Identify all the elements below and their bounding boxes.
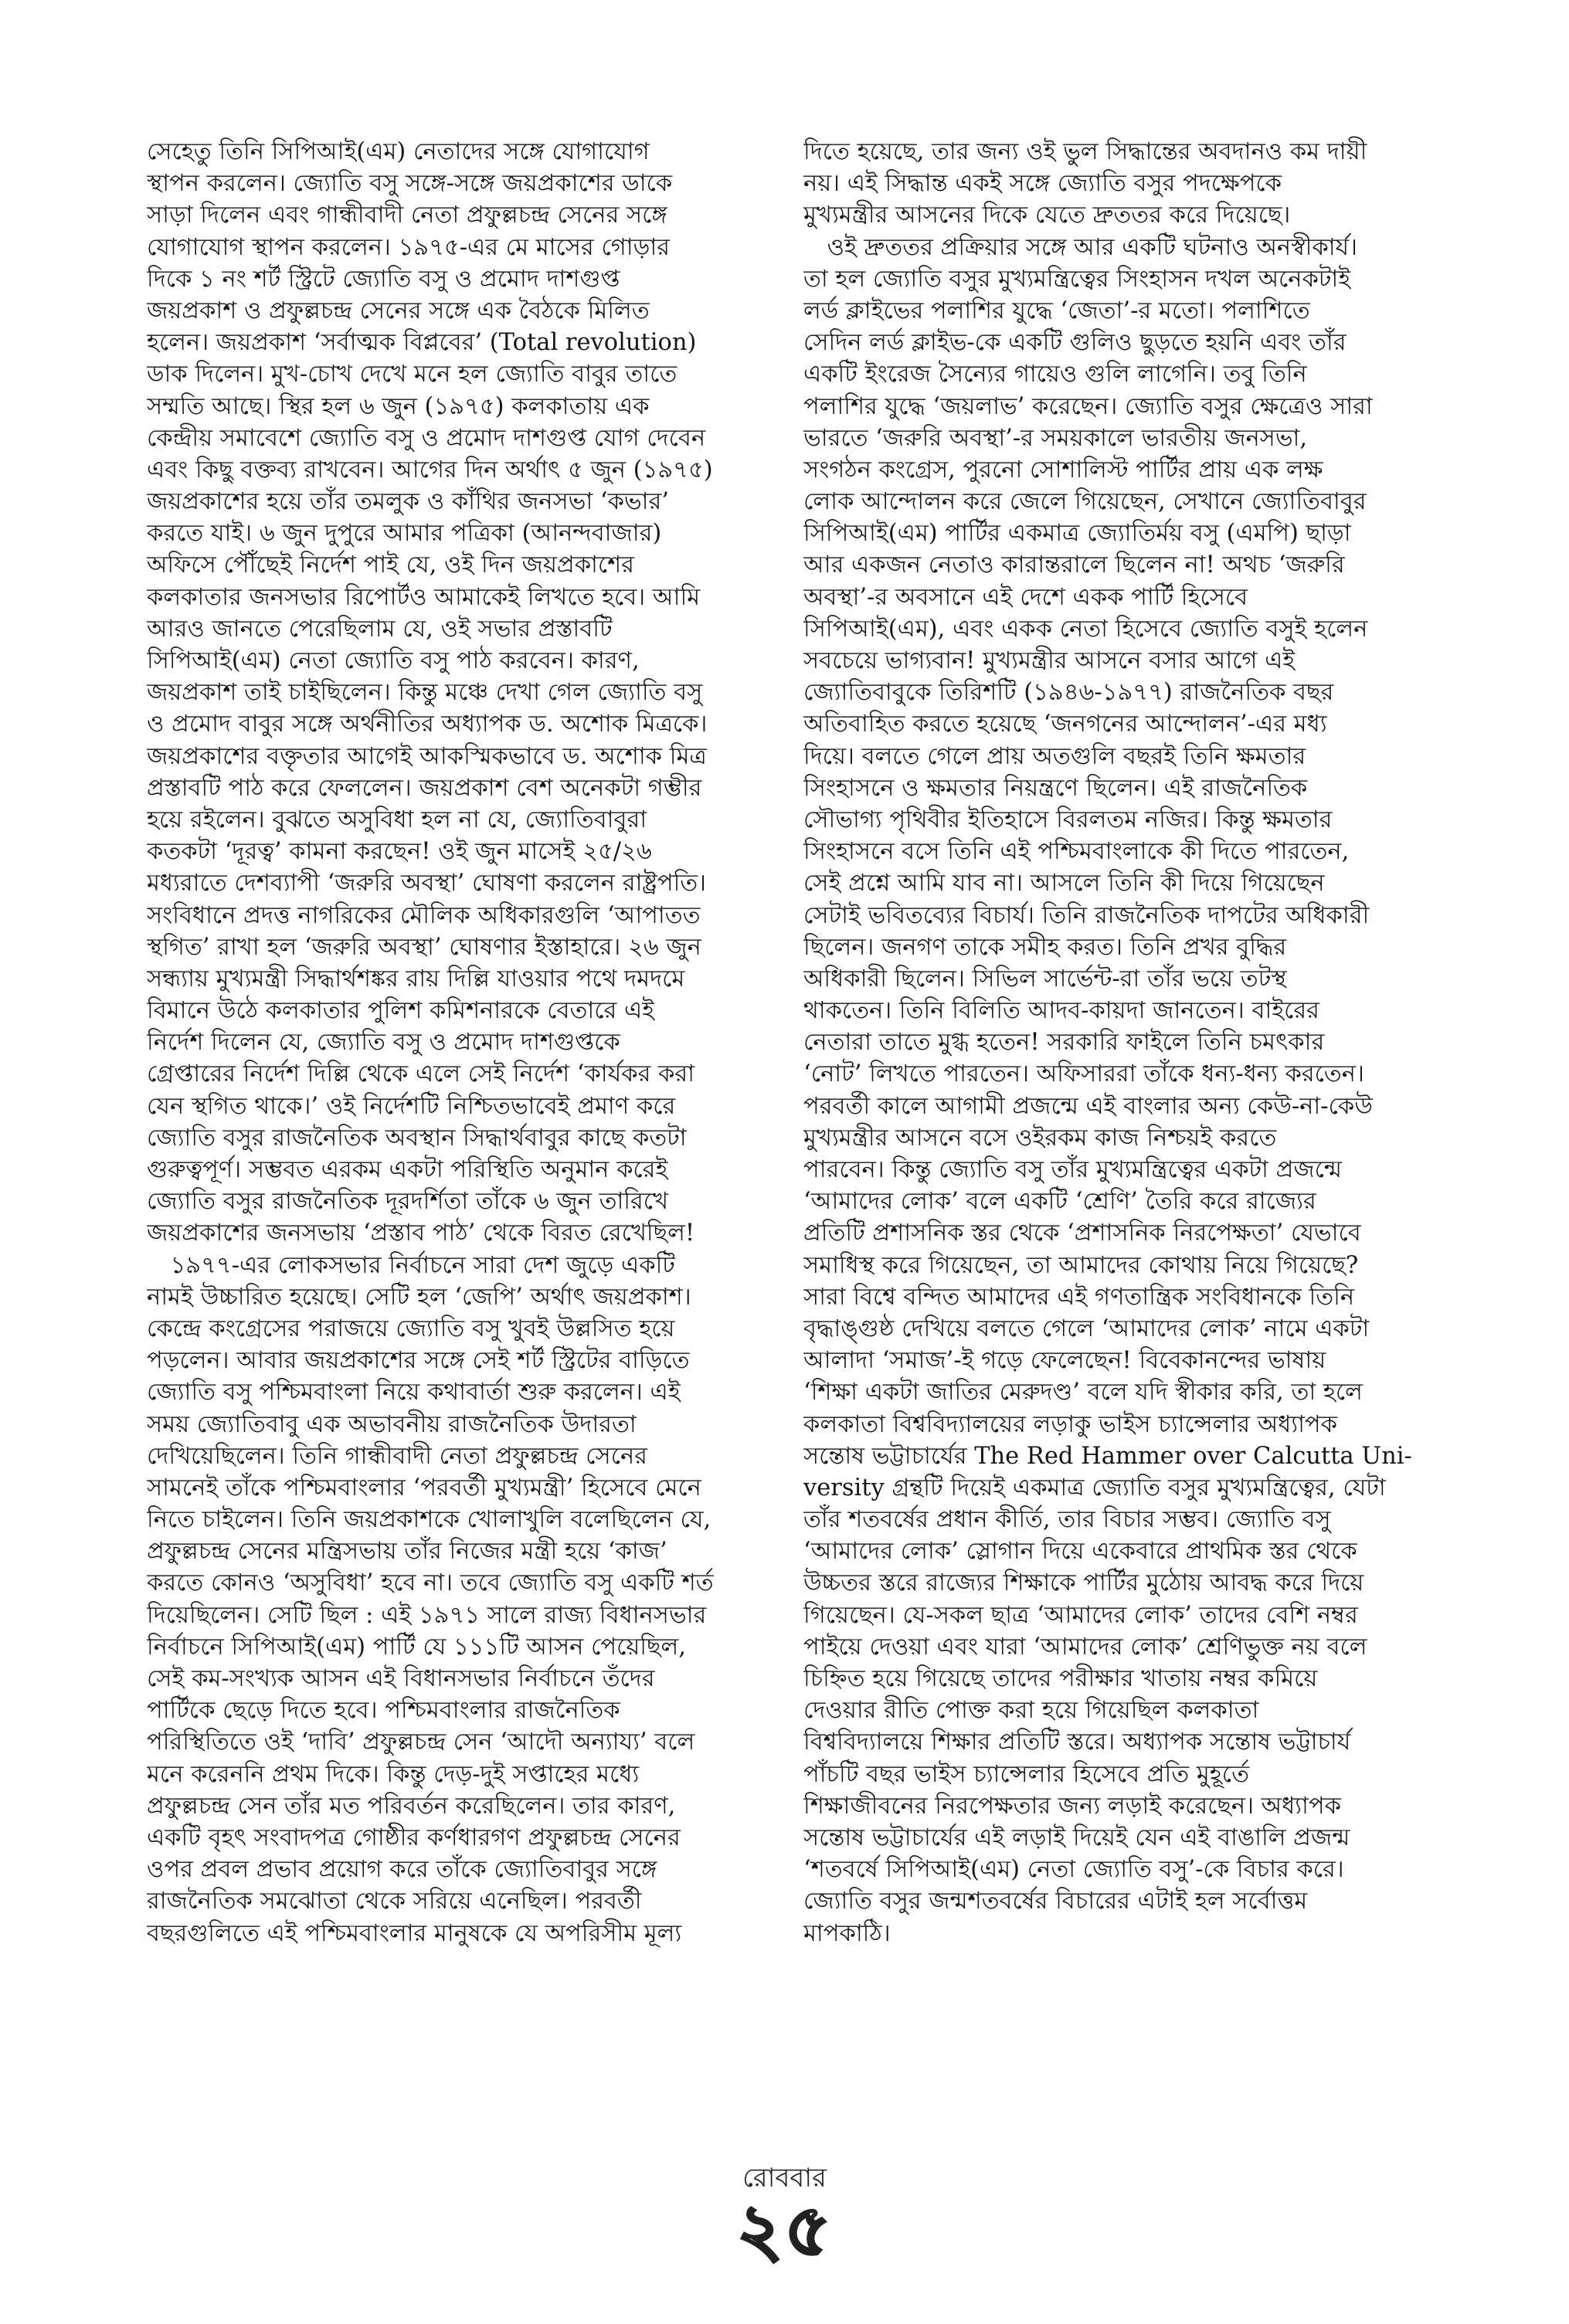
text-line: মধ্যরাতে দেশব্যাপী ‘জরুরি অবস্থা’ ঘোষণা করলেন রাষ্ট্রপতি।: [147, 870, 707, 897]
text-line: পড়লেন। আবার জয়প্রকাশের সঙ্গে সেই শর্ট স্ট্রিটের বাড়িতে: [147, 1347, 690, 1375]
text-line: কতকটা ‘দূরত্ব’ কামনা করছেন! ওই জুন মাসেই ২৫/২৬: [147, 838, 652, 866]
text-line: অফিসে পৌঁছেই নির্দেশ পাই যে, ওই দিন জয়প্রকাশের: [147, 551, 634, 579]
text-line: ওপর প্রবল প্রভাব প্রয়োগ করে তাঁকে জ্যোতিবাবুর সঙ্গে: [147, 1856, 657, 1884]
text-line: দিতে হয়েছে, তার জন্য ওই ভুল সিদ্ধান্তের অবদানও কম দায়ী: [803, 138, 1367, 165]
text-line: ছিলেন। জনগণ তাকে সমীহ করত। তিনি প্রখর বুদ্ধির: [803, 933, 1287, 961]
text-line: versity গ্রন্থটি দিয়েই একমাত্র জ্যোতি বসুর মুখ্যমন্ত্রিত্বের, যেটা: [803, 1474, 1386, 1501]
text-line: সংবিধানে প্রদত্ত নাগরিকের মৌলিক অধিকারগুলি ‘আপাতত: [147, 901, 701, 929]
text-line: দিকে ১ নং শর্ট স্ট্রিটে জ্যোতি বসু ও প্রমোদ দাশগুপ্ত: [147, 265, 620, 293]
text-line: বছরগুলিতে এই পশ্চিমবাংলার মানুষকে যে অপরিসীম মূল্য: [147, 1919, 682, 1947]
text-line: আরও জানতে পেরেছিলাম যে, ওই সভার প্রস্তাবটি: [147, 615, 613, 643]
text-line: গ্রেপ্তারের নির্দেশ দিল্লি থেকে এলে সেই নির্দেশ ‘কার্যকর করা: [147, 1060, 695, 1088]
text-line: জয়প্রকাশের জনসভায় ‘প্রস্তাব পাঠ’ থেকে বিরত রেখেছিল!: [147, 1220, 695, 1247]
text-line: সামনেই তাঁকে পশ্চিমবাংলার ‘পরবর্তী মুখ্যমন্ত্রী’ হিসেবে মেনে: [147, 1474, 701, 1501]
text-line: সন্তোষ ভট্টাচার্যের এই লড়াই দিয়েই যেন এই বাঙালি প্রজন্ম: [803, 1824, 1350, 1851]
text-line: করতে যাই। ৬ জুন দুপুরে আমার পত্রিকা (আনন্দবাজার): [147, 520, 662, 548]
text-line: সংগঠন কংগ্রেস, পুরনো সোশালিস্ট পার্টির প্রায় এক লক্ষ: [803, 456, 1323, 483]
text-line: ‘শতবর্ষে সিপিআই(এম) নেতা জ্যোতি বসু’-কে বিচার করে।: [803, 1856, 1344, 1884]
text-line: প্রস্তাবটি পাঠ করে ফেললেন। জয়প্রকাশ বেশ অনেকটা গম্ভীর: [147, 774, 702, 802]
text-line: হয়ে রইলেন। বুঝতে অসুবিধা হল না যে, জ্যোতিবাবুরা: [147, 806, 647, 833]
text-line: ‘নোট’ লিখতে পারতেন। অফিসাররা তাঁকে ধন্য-ধন্য করতেন।: [803, 1060, 1364, 1088]
text-line: এবং কিছু বক্তব্য রাখবেন। আগের দিন অর্থাৎ ৫ জুন (১৯৭৫): [147, 456, 713, 483]
text-line: সময় জ্যোতিবাবু এক অভাবনীয় রাজনৈতিক উদারতা: [147, 1410, 637, 1438]
text-line: তাঁর শতবর্ষের প্রধান কীর্তি, তার বিচার সম্ভব। জ্যোতি বসু: [803, 1506, 1331, 1534]
text-line: নয়। এই সিদ্ধান্ত একই সঙ্গে জ্যোতি বসুর পদক্ষেপকে: [803, 170, 1282, 198]
text-line: পরবর্তী কালে আগামী প্রজন্মে এই বাংলার অন্য কেউ-না-কেউ: [803, 1092, 1373, 1120]
text-line: সমাধিস্থ করে গিয়েছেন, তা আমাদের কোথায় নিয়ে গিয়েছে?: [803, 1251, 1359, 1279]
text-line: কেন্দ্রে কংগ্রেসের পরাজয়ে জ্যোতি বসু খুবই উল্লসিত হয়ে: [147, 1315, 675, 1342]
text-line: দেওয়ার রীতি পোক্ত করা হয়ে গিয়েছিল কলকাতা: [803, 1697, 1259, 1725]
text-line: সিপিআই(এম) নেতা জ্যোতি বসু পাঠ করবেন। কারণ,: [147, 647, 640, 674]
page-number: ২৫: [736, 2188, 833, 2271]
article-column-left: [147, 136, 811, 1949]
text-line: নামই উচ্চারিত হয়েছে। সেটি হল ‘জেপি’ অর্থাৎ জয়প্রকাশ।: [147, 1283, 691, 1311]
text-line: অবস্থা’-র অবসানে এই দেশে একক পার্টি হিসেবে: [803, 583, 1248, 611]
text-line: চিহ্নিত হয়ে গিয়েছে তাদের পরীক্ষার খাতায় নম্বর কমিয়ে: [803, 1665, 1318, 1692]
text-line: পার্টিকে ছেড়ে দিতে হবে। পশ্চিমবাংলার রাজনৈতিক: [147, 1697, 620, 1725]
article-column-right: [803, 136, 1468, 1949]
text-line: অধিকারী ছিলেন। সিভিল সার্ভেন্ট-রা তাঁর ভয়ে তটস্থ: [803, 965, 1287, 992]
text-line: মুখ্যমন্ত্রীর আসনে বসে ওইরকম কাজ নিশ্চয়ই করতে: [803, 1124, 1277, 1152]
text-line: সিপিআই(এম) পার্টির একমাত্র জ্যোতির্ময় বসু (এমপি) ছাড়া: [803, 520, 1351, 548]
text-line: ও প্রমোদ বাবুর সঙ্গে অর্থনীতির অধ্যাপক ড. অশোক মিত্রকে।: [147, 711, 708, 738]
text-line: আর একজন নেতাও কারান্তরালে ছিলেন না! অথচ ‘জরুরি: [803, 551, 1345, 579]
text-line: প্রতিটি প্রশাসনিক স্তর থেকে ‘প্রশাসনিক নিরপেক্ষতা’ যেভাবে: [803, 1220, 1361, 1247]
text-line: দেখিয়েছিলেন। তিনি গান্ধীবাদী নেতা প্রফুল্লচন্দ্র সেনের: [147, 1442, 647, 1470]
text-line: মনে করেননি প্রথম দিকে। কিন্তু দেড়-দুই সপ্তাহের মধ্যে: [147, 1760, 640, 1788]
text-line: বিমানে উঠে কলকাতার পুলিশ কমিশনারকে বেতারে এই: [147, 997, 655, 1025]
text-line: সাড়া দিলেন এবং গান্ধীবাদী নেতা প্রফুল্লচন্দ্র সেনের সঙ্গে: [147, 202, 667, 229]
text-line: জয়প্রকাশের বক্তৃতার আগেই আকস্মিকভাবে ড. অশোক মিত্র: [147, 742, 707, 770]
text-line: যেন স্থগিত থাকে।’ ওই নির্দেশটি নিশ্চিতভাবেই প্রমাণ করে: [147, 1092, 676, 1120]
text-line: পাঁচটি বছর ভাইস চ্যান্সেলার হিসেবে প্রতি মুহূর্তে: [803, 1760, 1249, 1788]
text-line: সিংহাসনে ও ক্ষমতার নিয়ন্ত্রণে ছিলেন। এই রাজনৈতিক: [803, 774, 1308, 802]
text-line: সেই কম-সংখ্যক আসন এই বিধানসভার নির্বাচনে তঁদের: [147, 1665, 655, 1692]
text-line: সৌভাগ্য পৃথিবীর ইতিহাসে বিরলতম নজির। কিন্তু ক্ষমতার: [803, 806, 1333, 833]
text-line: দিয়েছিলেন। সেটি ছিল : এই ১৯৭১ সালে রাজ্য বিধানসভার: [147, 1601, 707, 1629]
text-line: পাইয়ে দেওয়া এবং যারা ‘আমাদের লোক’ শ্রেণিভুক্ত নয় বলে: [803, 1633, 1367, 1661]
text-line: জ্যোতি বসুর রাজনৈতিক অবস্থান সিদ্ধার্থবাবুর কাছে কতটা: [147, 1124, 687, 1152]
text-line: সন্তোষ ভট্টাচার্যের The Red Hammer over Calcutta Uni-: [803, 1442, 1412, 1470]
text-line: সেটাই ভবিতব্যের বিচার্য। তিনি রাজনৈতিক দাপটের অধিকারী: [803, 901, 1370, 929]
text-line: বৃদ্ধাঙ্গুষ্ঠ দেখিয়ে বলতে গেলে ‘আমাদের লোক’ নামে একটা: [803, 1315, 1370, 1342]
text-line: রাজনৈতিক সমঝোতা থেকে সরিয়ে এনেছিল। পরবর্তী: [147, 1888, 642, 1915]
text-line: শিক্ষাজীবনের নিরপেক্ষতার জন্য লড়াই করেছেন। অধ্যাপক: [803, 1792, 1341, 1820]
text-line: গিয়েছেন। যে-সকল ছাত্র ‘আমাদের লোক’ তাদের বেশি নম্বর: [803, 1601, 1358, 1629]
text-line: নেতারা তাতে মুগ্ধ হতেন! সরকারি ফাইলে তিনি চমৎকার: [803, 1029, 1325, 1057]
text-line: প্রফুল্লচন্দ্র সেনের মন্ত্রিসভায় তাঁর নিজের মন্ত্রী হয়ে ‘কাজ’: [147, 1538, 667, 1566]
text-line: পারবেন। কিন্তু জ্যোতি বসু তাঁর মুখ্যমন্ত্রিত্বের একটা প্রজন্মে: [803, 1156, 1342, 1183]
text-line: জ্যোতিবাবুকে তিরিশটি (১৯৪৬-১৯৭৭) রাজনৈতিক বছর: [803, 679, 1334, 707]
text-line: উচ্চতর স্তরে রাজ্যের শিক্ষাকে পার্টির মুঠোয় আবদ্ধ করে দিয়ে: [803, 1569, 1364, 1597]
text-line: দিয়ে। বলতে গেলে প্রায় অতগুলি বছরই তিনি ক্ষমতার: [803, 742, 1306, 770]
text-line: জয়প্রকাশ তাই চাইছিলেন। কিন্তু মঞ্চে দেখা গেল জ্যোতি বসু: [147, 679, 703, 707]
text-line: স্থগিত’ রাখা হল ‘জরুরি অবস্থা’ ঘোষণার ইস্তাহারে। ২৬ জুন: [147, 933, 701, 961]
text-line: যোগাযোগ স্থাপন করলেন। ১৯৭৫-এর মে মাসের গোড়ার: [147, 233, 670, 261]
text-line: একটি ইংরেজ সৈন্যের গায়েও গুলি লাগেনি। তবু তিনি: [803, 361, 1307, 388]
text-line: জয়প্রকাশ ও প্রফুল্লচন্দ্র সেনের সঙ্গে এক বৈঠকে মিলিত: [147, 297, 650, 324]
text-line: সন্ধ্যায় মুখ্যমন্ত্রী সিদ্ধার্থশঙ্কর রায় দিল্লি যাওয়ার পথে দমদমে: [147, 965, 685, 992]
text-line: জ্যোতি বসু পশ্চিমবাংলা নিয়ে কথাবার্তা শুরু করলেন। এই: [147, 1379, 681, 1406]
text-line: ১৯৭৭-এর লোকসভার নির্বাচনে সারা দেশ জুড়ে একটি: [147, 1251, 675, 1279]
text-line: সেই প্রশ্নে আমি যাব না। আসলে তিনি কী দিয়ে গিয়েছেন: [803, 870, 1325, 897]
text-line: অতিবাহিত করতে হয়েছে ‘জনগনের আন্দোলন’-এর মধ্য: [803, 711, 1327, 738]
text-line: ডাক দিলেন। মুখ-চোখ দেখে মনে হল জ্যোতি বাবুর তাতে: [147, 361, 678, 388]
text-line: থাকতেন। তিনি বিলিতি আদব-কায়দা জানতেন। বাইরের: [803, 997, 1319, 1025]
text-line: পরিস্থিতিতে ওই ‘দাবি’ প্রফুল্লচন্দ্র সেন ‘আদৌ অন্যায্য’ বলে: [147, 1729, 695, 1756]
text-line: গুরুত্বপূর্ণ। সম্ভবত এরকম একটা পরিস্থিতি অনুমান করেই: [147, 1156, 668, 1183]
text-line: সম্মতি আছে। স্থির হল ৬ জুন (১৯৭৫) কলকাতায় এক: [147, 392, 650, 420]
magazine-name: রোববার: [742, 2163, 827, 2193]
text-line: ‘আমাদের লোক’ স্লোগান দিয়ে একেবারে প্রাথমিক স্তর থেকে: [803, 1538, 1357, 1566]
text-line: আলাদা ‘সমাজ’-ই গড়ে ফেলেছেন! বিবেকানন্দের ভাষায়: [803, 1347, 1326, 1375]
text-line: একটি বৃহৎ সংবাদপত্র গোষ্ঠীর কর্ণধারগণ প্রফুল্লচন্দ্র সেনের: [147, 1824, 681, 1851]
text-line: জয়প্রকাশের হয়ে তাঁর তমলুক ও কাঁথির জনসভা ‘কভার’: [147, 488, 669, 516]
text-line: বিশ্ববিদ্যালয়ে শিক্ষার প্রতিটি স্তরে। অধ্যাপক সন্তোষ ভট্টাচার্য: [803, 1729, 1351, 1756]
text-line: সিংহাসনে বসে তিনি এই পশ্চিমবাংলাকে কী দিতে পারতেন,: [803, 838, 1350, 866]
text-line: নির্বাচনে সিপিআই(এম) পার্টি যে ১১১টি আসন পেয়েছিল,: [147, 1633, 686, 1661]
text-line: তা হল জ্যোতি বসুর মুখ্যমন্ত্রিত্বের সিংহাসন দখল অনেকটাই: [803, 265, 1351, 293]
text-line: সিপিআই(এম), এবং একক নেতা হিসেবে জ্যোতি বসুই হলেন: [803, 615, 1368, 643]
text-line: প্রফুল্লচন্দ্র সেন তাঁর মত পরিবর্তন করেছিলেন। তার কারণ,: [147, 1792, 676, 1820]
text-line: মাপকাঠি।: [803, 1919, 891, 1947]
text-line: মুখ্যমন্ত্রীর আসনের দিকে যেতে দ্রুততর করে দিয়েছে।: [803, 202, 1291, 229]
text-line: হলেন। জয়প্রকাশ ‘সর্বাত্মক বিপ্লবের’ (Total revolution): [147, 329, 697, 357]
text-line: জ্যোতি বসুর জন্মশতবর্ষের বিচারের এটাই হল সর্বোত্তম: [803, 1888, 1308, 1915]
text-line: ‘আমাদের লোক’ বলে একটি ‘শ্রেণি’ তৈরি করে রাজ্যের: [803, 1188, 1316, 1216]
text-line: নিতে চাইলেন। তিনি জয়প্রকাশকে খোলাখুলি বলেছিলেন যে,: [147, 1506, 711, 1534]
text-line: কলকাতা বিশ্ববিদ্যালয়ের লড়াকু ভাইস চ্যান্সেলার অধ্যাপক: [803, 1410, 1337, 1438]
text-line: সবচেয়ে ভাগ্যবান! মুখ্যমন্ত্রীর আসনে বসার আগে এই: [803, 647, 1296, 674]
text-line: সেহেতু তিনি সিপিআই(এম) নেতাদের সঙ্গে যোগাযোগ: [147, 138, 650, 165]
text-line: ওই দ্রুততর প্রক্রিয়ার সঙ্গে আর একটি ঘটনাও অনস্বীকার্য।: [803, 233, 1358, 261]
text-line: নির্দেশ দিলেন যে, জ্যোতি বসু ও প্রমোদ দাশগুপ্তকে: [147, 1029, 620, 1057]
text-line: ভারতে ‘জরুরি অবস্থা’-র সময়কালে ভারতীয় জনসভা,: [803, 424, 1308, 452]
text-line: কলকাতার জনসভার রিপোর্টও আমাকেই লিখতে হবে। আমি: [147, 583, 701, 611]
text-line: লোক আন্দোলন করে জেলে গিয়েছেন, সেখানে জ্যোতিবাবুর: [803, 488, 1367, 516]
text-line: পলাশির যুদ্ধে ‘জয়লাভ’ করেছেন। জ্যোতি বসুর ক্ষেত্রেও সারা: [803, 392, 1373, 420]
text-line: জ্যোতি বসুর রাজনৈতিক দূরদর্শিতা তাঁকে ৬ জুন তারিখে: [147, 1188, 669, 1216]
text-line: লর্ড ক্লাইভের পলাশির যুদ্ধে ‘জেতা’-র মতো। পলাশিতে: [803, 297, 1310, 324]
text-line: ‘শিক্ষা একটা জাতির মেরুদণ্ড’ বলে যদি স্বীকার করি, তা হলে: [803, 1379, 1363, 1406]
text-line: সেদিন লর্ড ক্লাইভ-কে একটি গুলিও ছুড়তে হয়নি এবং তাঁর: [803, 329, 1347, 357]
text-line: কেন্দ্রীয় সমাবেশে জ্যোতি বসু ও প্রমোদ দাশগুপ্ত যোগ দেবেন: [147, 424, 706, 452]
text-line: করতে কোনও ‘অসুবিধা’ হবে না। তবে জ্যোতি বসু একটি শর্ত: [147, 1569, 714, 1597]
text-line: স্থাপন করলেন। জ্যোতি বসু সঙ্গে-সঙ্গে জয়প্রকাশের ডাকে: [147, 170, 673, 198]
text-line: সারা বিশ্বে বন্দিত আমাদের এই গণতান্ত্রিক সংবিধানকে তিনি: [803, 1283, 1355, 1311]
